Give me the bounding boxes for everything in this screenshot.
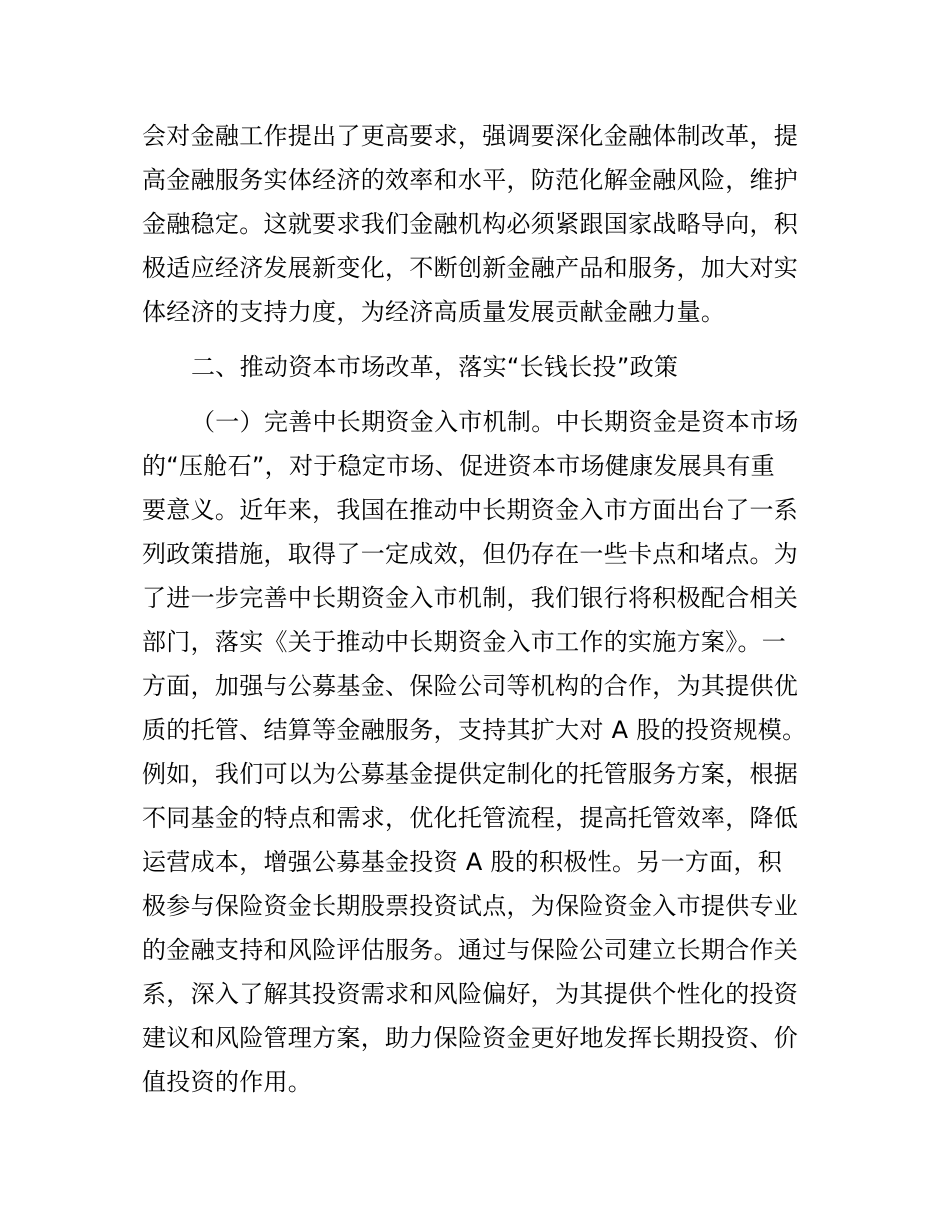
paragraph-1-line: 高金融服务实体经济的效率和水平，防范化解金融风险，维护	[142, 166, 799, 194]
paragraph-1-line: 极适应经济发展新变化，不断创新金融产品和服务，加大对实	[142, 254, 799, 282]
paragraph-2-line: 要意义。近年来，我国在推动中长期资金入市方面出台了一系	[142, 496, 799, 524]
paragraph-2-line: 方面，加强与公募基金、保险公司等机构的合作，为其提供优	[142, 672, 799, 700]
paragraph-2-line: 的金融支持和风险评估服务。通过与保险公司建立长期合作关	[142, 936, 799, 964]
paragraph-2-line: 质的托管、结算等金融服务，支持其扩大对 A 股的投资规模。	[142, 716, 807, 744]
paragraph-2-line: 部门，落实《关于推动中长期资金入市工作的实施方案》。一	[142, 628, 787, 656]
paragraph-2-line: 建议和风险管理方案，助力保险资金更好地发挥长期投资、价	[142, 1024, 799, 1052]
paragraph-2-line: 例如，我们可以为公募基金提供定制化的托管服务方案，根据	[142, 760, 799, 788]
paragraph-2-line: 不同基金的特点和需求，优化托管流程，提高托管效率，降低	[142, 804, 799, 832]
paragraph-1-line: 会对金融工作提出了更高要求，强调要深化金融体制改革，提	[142, 122, 799, 150]
paragraph-2-line: 了进一步完善中长期资金入市机制，我们银行将积极配合相关	[142, 584, 799, 612]
section-heading: 二、推动资本市场改革，落实“长钱长投”政策	[191, 353, 679, 381]
paragraph-2-line: （一）完善中长期资金入市机制。中长期资金是资本市场	[191, 408, 799, 436]
paragraph-1-line: 金融稳定。这就要求我们金融机构必须紧跟国家战略导向，积	[142, 210, 799, 238]
paragraph-2-line: 极参与保险资金长期股票投资试点，为保险资金入市提供专业	[142, 892, 799, 920]
paragraph-1-line: 体经济的支持力度，为经济高质量发展贡献金融力量。	[142, 298, 726, 326]
paragraph-2-line: 系，深入了解其投资需求和风险偏好，为其提供个性化的投资	[142, 980, 799, 1008]
paragraph-2-line: 的“压舱石”，对于稳定市场、促进资本市场健康发展具有重	[142, 452, 775, 480]
paragraph-2-line: 值投资的作用。	[142, 1068, 313, 1096]
paragraph-2-line: 运营成本，增强公募基金投资 A 股的积极性。另一方面，积	[142, 848, 783, 876]
paragraph-2-line: 列政策措施，取得了一定成效，但仍存在一些卡点和堵点。为	[142, 540, 799, 568]
